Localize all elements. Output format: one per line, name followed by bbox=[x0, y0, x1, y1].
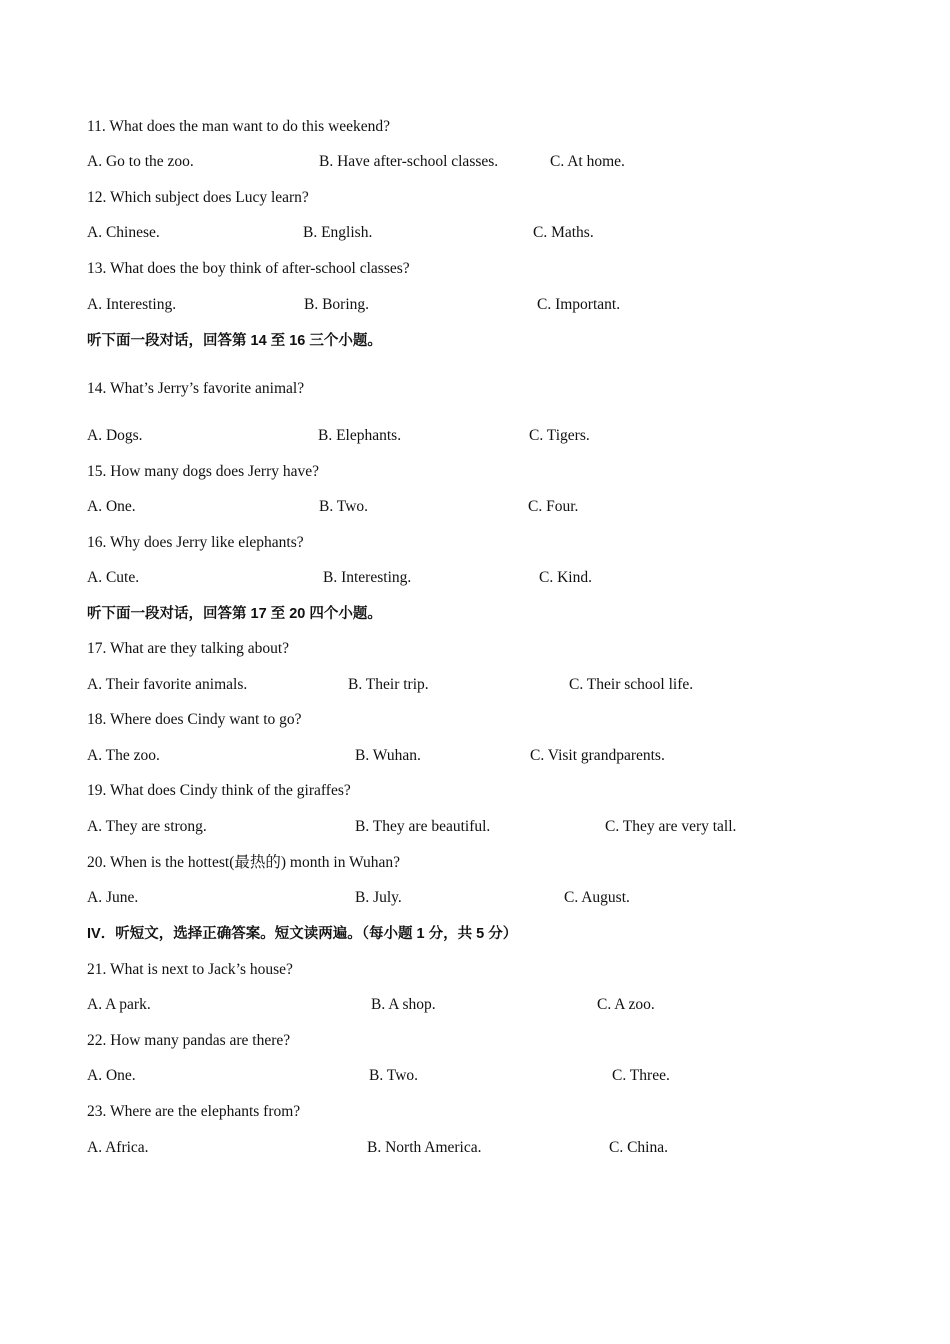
option-a[interactable]: A. They are strong. bbox=[87, 818, 207, 835]
option-b[interactable]: B. Have after-school classes. bbox=[319, 153, 499, 170]
option-c[interactable]: C. Four. bbox=[528, 498, 579, 515]
option-a[interactable]: A. Cute. bbox=[87, 569, 140, 586]
option-b[interactable]: B. English. bbox=[303, 224, 373, 241]
option-c[interactable]: C. Their school life. bbox=[569, 676, 694, 693]
option-c[interactable]: C. At home. bbox=[550, 153, 625, 170]
option-b[interactable]: B. Boring. bbox=[304, 296, 370, 313]
question-14: 14. What’s Jerry’s favorite animal? bbox=[87, 380, 305, 397]
option-a[interactable]: A. Their favorite animals. bbox=[87, 676, 248, 693]
option-c[interactable]: C. Three. bbox=[612, 1067, 670, 1084]
option-b[interactable]: B. Wuhan. bbox=[355, 747, 421, 764]
option-c[interactable]: C. Visit grandparents. bbox=[530, 747, 665, 764]
option-b[interactable]: B. Two. bbox=[319, 498, 369, 515]
question-11: 11. What does the man want to do this weekend? bbox=[87, 118, 391, 135]
question-19: 19. What does Cindy think of the giraffes? bbox=[87, 782, 351, 799]
question-23: 23. Where are the elephants from? bbox=[87, 1103, 301, 1120]
option-b[interactable]: B. A shop. bbox=[371, 996, 436, 1013]
section-heading-iv: IV．听短文，选择正确答案。短文读两遍。（每小题 1 分，共 5 分） bbox=[87, 926, 518, 942]
option-b[interactable]: B. July. bbox=[355, 889, 402, 906]
section-heading-17-20: 听下面一段对话，回答第 17 至 20 四个小题。 bbox=[87, 606, 382, 622]
option-a[interactable]: A. The zoo. bbox=[87, 747, 160, 764]
question-17: 17. What are they talking about? bbox=[87, 640, 290, 657]
option-a[interactable]: A. Interesting. bbox=[87, 296, 177, 313]
option-a[interactable]: A. One. bbox=[87, 1067, 136, 1084]
option-c[interactable]: C. Important. bbox=[537, 296, 621, 313]
question-21: 21. What is next to Jack’s house? bbox=[87, 961, 293, 978]
option-c[interactable]: C. Kind. bbox=[539, 569, 592, 586]
option-b[interactable]: B. Their trip. bbox=[348, 676, 429, 693]
question-18: 18. Where does Cindy want to go? bbox=[87, 711, 302, 728]
question-16: 16. Why does Jerry like elephants? bbox=[87, 534, 304, 551]
option-a[interactable]: A. A park. bbox=[87, 996, 151, 1013]
option-c[interactable]: C. August. bbox=[564, 889, 630, 906]
option-a[interactable]: A. Chinese. bbox=[87, 224, 160, 241]
option-b[interactable]: B. Two. bbox=[369, 1067, 419, 1084]
option-a[interactable]: A. One. bbox=[87, 498, 136, 515]
option-a[interactable]: A. Go to the zoo. bbox=[87, 153, 194, 170]
option-c[interactable]: C. They are very tall. bbox=[605, 818, 737, 835]
option-b[interactable]: B. Interesting. bbox=[323, 569, 412, 586]
option-a[interactable]: A. Africa. bbox=[87, 1139, 149, 1156]
question-15: 15. How many dogs does Jerry have? bbox=[87, 463, 320, 480]
option-c[interactable]: C. A zoo. bbox=[597, 996, 655, 1013]
section-heading-14-16: 听下面一段对话，回答第 14 至 16 三个小题。 bbox=[87, 333, 382, 349]
option-a[interactable]: A. June. bbox=[87, 889, 139, 906]
option-c[interactable]: C. Maths. bbox=[533, 224, 594, 241]
option-c[interactable]: C. China. bbox=[609, 1139, 668, 1156]
option-a[interactable]: A. Dogs. bbox=[87, 427, 143, 444]
option-c[interactable]: C. Tigers. bbox=[529, 427, 590, 444]
question-13: 13. What does the boy think of after-school classes? bbox=[87, 260, 410, 277]
option-b[interactable]: B. They are beautiful. bbox=[355, 818, 491, 835]
option-b[interactable]: B. North America. bbox=[367, 1139, 482, 1156]
question-22: 22. How many pandas are there? bbox=[87, 1032, 291, 1049]
option-b[interactable]: B. Elephants. bbox=[318, 427, 402, 444]
question-12: 12. Which subject does Lucy learn? bbox=[87, 189, 309, 206]
question-20: 20. When is the hottest(最热的) month in Wuhan? bbox=[87, 854, 401, 871]
